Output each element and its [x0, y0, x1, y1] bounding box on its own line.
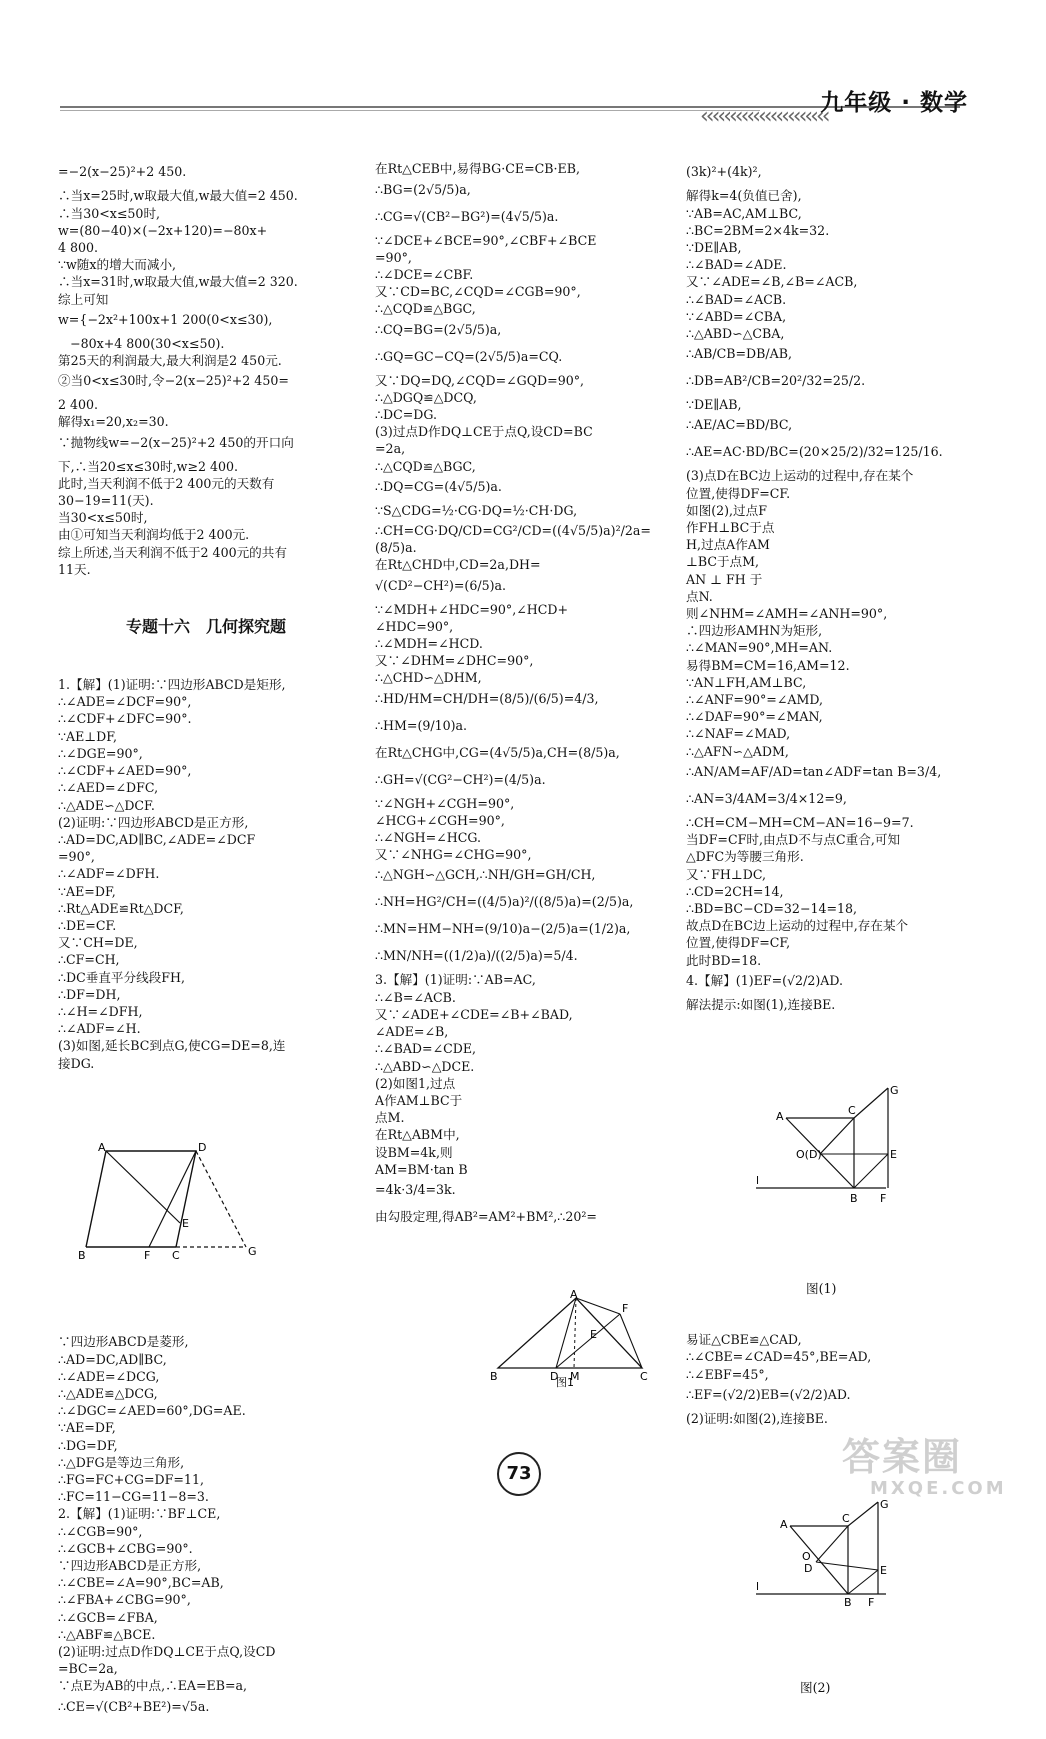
text-line: ∵四边形ABCD是正方形,: [58, 1558, 202, 1574]
svg-text:B: B: [490, 1370, 498, 1383]
text-line: A作AM⊥BC于: [375, 1092, 463, 1108]
text-line: ∵∠MDH+∠HDC=90°,∠HCD+: [375, 601, 569, 617]
text-line: ∴∠BAD=∠ADE.: [686, 257, 787, 273]
svg-text:F: F: [144, 1248, 151, 1262]
text-line: 设BM=4k,则: [375, 1144, 453, 1160]
text-line: ∴AE/AC=BD/BC,: [686, 417, 793, 433]
svg-text:F: F: [868, 1595, 875, 1609]
svg-text:A: A: [780, 1517, 788, 1531]
text-line: (2)如图1,过点: [375, 1075, 456, 1091]
text-line: ∴DG=DF,: [58, 1437, 118, 1453]
text-line: 2 400.: [58, 397, 99, 413]
text-line: 由①可知当天利润均低于2 400元.: [58, 527, 250, 543]
text-line: 在Rt△CEB中,易得BG·CE=CB·EB,: [375, 161, 580, 177]
text-line: √(CD²−CH²)=(6/5)a.: [375, 577, 507, 593]
text-line: (2)证明:∵四边形ABCD是正方形,: [58, 814, 249, 830]
page-header: [0, 0, 1046, 130]
svg-text:E: E: [590, 1328, 597, 1341]
text-line: ∴CF=CH,: [58, 952, 120, 968]
text-block-c2a: [375, 160, 665, 1232]
text-line: ∵四边形ABCD是菱形,: [58, 1334, 189, 1350]
text-line: ∴AE=AC·BD/BC=(20×25/2)/32=125/16.: [686, 444, 943, 460]
text-line: ∴∠CBE=∠CAD=45°,BE=AD,: [686, 1349, 872, 1365]
column-1: [58, 126, 354, 1739]
text-line: 接DG.: [58, 1055, 95, 1071]
text-line: ∴△ADE∽△DCF.: [58, 797, 155, 813]
text-line: ∴∠CDF+∠DFC=90°.: [58, 711, 192, 727]
svg-text:C: C: [640, 1370, 648, 1383]
text-line: 作FH⊥BC于点: [686, 520, 775, 536]
text-line: ∵抛物线w=−2(x−25)²+2 450的开口向: [58, 434, 294, 450]
text-line: 点M.: [375, 1110, 405, 1126]
text-line: 又∵∠ADE+∠CDE=∠B+∠BAD,: [375, 1006, 573, 1022]
text-line: ∴∠AED=∠DFC,: [58, 780, 159, 796]
text-line: ∴MN/NH=((1/2)a)/((2/5)a)=5/4.: [375, 948, 578, 964]
text-line: 当DF=CF时,由点D不与点C重合,可知: [686, 832, 901, 848]
text-line: ∵∠NGH+∠CGH=90°,: [375, 795, 515, 811]
text-line: ∴EF=(√2/2)EB=(√2/2)AD.: [686, 1386, 851, 1402]
text-line: ∴∠ANF=90°=∠AMD,: [686, 692, 824, 708]
text-line: ∴AN/AM=AF/AD=tan∠ADF=tan B=3/4,: [686, 763, 942, 779]
svg-text:C: C: [848, 1103, 856, 1117]
text-line: ∴∠CGB=90°,: [58, 1523, 143, 1539]
svg-text:G: G: [880, 1497, 889, 1511]
svg-text:A: A: [570, 1288, 578, 1301]
text-line: ∵DE∥AB,: [686, 397, 742, 413]
svg-text:l: l: [756, 1173, 760, 1187]
text-line: ∴CH=CG·DQ/CD=CG²/CD=((4√5/5)a)²/2a=(8/5)a.: [375, 523, 651, 556]
text-line: ∴△CQD≌△BGC,: [375, 458, 476, 474]
text-line: ∴CD=2CH=14,: [686, 883, 784, 899]
text-line: =2a,: [375, 441, 406, 457]
svg-text:E: E: [890, 1147, 897, 1161]
text-line: 4 800.: [58, 240, 99, 256]
text-line: ∴△AFN∽△ADM,: [686, 743, 789, 759]
svg-text:B: B: [78, 1248, 86, 1262]
text-line: ∴NH=HG²/CH=((4/5)a)²/((8/5)a)=(2/5)a,: [375, 894, 634, 910]
text-line: ∵S△CDG=½·CG·DQ=½·CH·DG,: [375, 502, 578, 518]
text-line: ∴GH=√(CG²−CH²)=(4/5)a.: [375, 771, 546, 787]
text-line: ∴AD=DC,AD∥BC,∠ADE=∠DCF: [58, 831, 256, 847]
svg-text:E: E: [182, 1216, 189, 1230]
text-line: (2)证明:如图(2),连接BE.: [686, 1410, 828, 1426]
text-line: 综上可知: [58, 291, 109, 307]
text-line: AM=BM·tan B: [375, 1161, 468, 1177]
text-line: ∵AB=AC,AM⊥BC,: [686, 205, 802, 221]
text-line: ∵w随x的增大而减小,: [58, 257, 177, 273]
text-line: ∴GQ=GC−CQ=(2√5/5)a=CQ.: [375, 348, 563, 364]
svg-text:F: F: [622, 1302, 629, 1315]
text-line: ∴DC=DG.: [375, 407, 438, 423]
text-line: ∴∠GCB+∠CBG=90°.: [58, 1540, 193, 1556]
text-line: ∴△ABF≌△BCE.: [58, 1626, 156, 1642]
text-line: 4.【解】(1)EF=(√2/2)AD.: [686, 972, 843, 988]
text-line: ∵AE=DF,: [58, 1420, 116, 1436]
text-line: ∴∠BAD=∠ACB.: [686, 291, 787, 307]
text-line: =4k·3/4=3k.: [375, 1181, 456, 1197]
page-number: 73: [497, 1452, 541, 1496]
text-line: 解得k=4(负值已舍),: [686, 188, 802, 204]
text-line: ∴∠CBE=∠A=90°,BC=AB,: [58, 1575, 224, 1591]
text-line: ∴BG=(2√5/5)a,: [375, 181, 471, 197]
text-line: 解得x₁=20,x₂=30.: [58, 414, 169, 430]
text-line: =90°,: [58, 849, 95, 865]
text-line: ∴AN=3/4AM=3/4×12=9,: [686, 790, 847, 806]
text-line: 在Rt△ABM中,: [375, 1127, 460, 1143]
text-line: ∠HDC=90°,: [375, 618, 454, 634]
text-line: AN ⊥ FH 于: [686, 571, 763, 587]
text-line: ∵AE=DF,: [58, 883, 116, 899]
chevron-decoration-icon: ‹‹‹‹‹‹‹‹‹‹‹‹‹‹‹‹‹‹‹‹‹‹: [700, 104, 828, 129]
text-line: 此时,当天利润不低于2 400元的天数有: [58, 475, 275, 491]
figure-4-1: [756, 1049, 976, 1243]
text-line: ∴DC垂直平分线段FH,: [58, 969, 186, 985]
text-line: ∴AD=DC,AD∥BC,: [58, 1351, 167, 1367]
text-line: =90°,: [375, 249, 412, 265]
svg-text:G: G: [248, 1244, 257, 1258]
text-line: ∴DE=CF.: [58, 917, 117, 933]
text-line: 故点D在BC边上运动的过程中,存在某个: [686, 918, 909, 934]
text-line: ∴AB/CB=DB/AB,: [686, 346, 792, 362]
text-line: ∴DB=AB²/CB=20²/32=25/2.: [686, 373, 866, 389]
text-line: ∵点E为AB的中点,∴EA=EB=a,: [58, 1678, 248, 1694]
text-line: ∴∠GCB=∠FBA,: [58, 1609, 158, 1625]
svg-text:F: F: [880, 1191, 887, 1205]
text-line: ∴∠MAN=90°,MH=AN.: [686, 640, 833, 656]
text-line: (3)过点D作DQ⊥CE于点Q,设CD=BC: [375, 424, 593, 440]
watermark-url: MXQE.COM: [870, 1478, 1007, 1499]
figure-1-triangle: [490, 1288, 650, 1389]
text-line: 2.【解】(1)证明:∵BF⊥CE,: [58, 1506, 221, 1522]
text-line: 如图(2),过点F: [686, 502, 767, 518]
text-line: ②当0<x≤30时,令−2(x−25)²+2 450=: [58, 373, 289, 389]
text-line: 下,∴当20≤x≤30时,w≥2 400.: [58, 458, 239, 474]
text-line: ∵AE⊥DF,: [58, 728, 118, 744]
text-block-c1c: [58, 1333, 354, 1721]
text-line: ∴∠FBA+∠CBG=90°,: [58, 1592, 191, 1608]
text-block-c1b: [58, 676, 354, 1072]
text-line: −80x+4 800(30<x≤50).: [58, 335, 225, 351]
text-line: 又∵FH⊥DC,: [686, 866, 767, 882]
text-line: ∴△ADE≌△DCG,: [58, 1385, 158, 1401]
svg-text:G: G: [890, 1083, 899, 1097]
text-line: ∴当x=25时,w取最大值,w最大值=2 450.: [58, 188, 298, 204]
figure-4-1-label: 图(1): [806, 1280, 837, 1296]
text-line: ∴∠DGC=∠AED=60°,DG=AE.: [58, 1403, 246, 1419]
text-line: (3k)²+(4k)²,: [686, 164, 762, 180]
text-line: ∠ADE=∠B,: [375, 1024, 449, 1040]
text-line: ∵∠DCE+∠BCE=90°,∠CBF+∠BCE: [375, 232, 597, 248]
text-line: ∵DE∥AB,: [686, 240, 742, 256]
text-line: ∠HCG+∠CGH=90°,: [375, 812, 505, 828]
svg-text:E: E: [880, 1563, 887, 1577]
svg-text:O(D): O(D): [796, 1147, 822, 1161]
text-line: ∴∠ADF=∠H.: [58, 1021, 141, 1037]
text-line: ∴∠ADF=∠DFH.: [58, 866, 160, 882]
text-line: 又∵CD=BC,∠CQD=∠CGB=90°,: [375, 284, 581, 300]
text-line: 在Rt△CHD中,CD=2a,DH=: [375, 557, 541, 573]
text-line: ∴四边形AMHN为矩形,: [686, 623, 823, 639]
svg-text:l: l: [756, 1579, 760, 1593]
text-line: ∴Rt△ADE≌Rt△DCF,: [58, 900, 184, 916]
text-line: 第25天的利润最大,最大利润是2 450元.: [58, 353, 282, 369]
text-line: ∴HM=(9/10)a.: [375, 717, 468, 733]
text-line: 由勾股定理,得AB²=AM²+BM²,∴20²=: [375, 1208, 597, 1224]
text-line: ∴∠ADE=∠DCF=90°,: [58, 694, 192, 710]
text-line: ∵∠ABD=∠CBA,: [686, 308, 787, 324]
text-line: ∴∠ADE=∠DCG,: [58, 1368, 160, 1384]
text-line: ∴CE=√(CB²+BE²)=√5a.: [58, 1698, 210, 1714]
watermark-logo: 答案圈: [842, 1435, 963, 1479]
svg-text:M: M: [570, 1370, 580, 1383]
figure-rhombus: [58, 1108, 354, 1297]
text-line: ∴∠H=∠DFH,: [58, 1003, 143, 1019]
text-line: 点N.: [686, 588, 713, 604]
text-line: 3.【解】(1)证明:∵AB=AC,: [375, 972, 536, 988]
text-line: ⊥BC于点M,: [686, 554, 760, 570]
text-line: ∴HD/HM=CH/DH=(8/5)/(6/5)=4/3,: [375, 690, 599, 706]
figure-1-label: 图1: [556, 1376, 574, 1389]
text-line: ∴△ABD∽△CBA,: [686, 326, 785, 342]
text-line: 易得BM=CM=16,AM=12.: [686, 657, 850, 673]
text-line: 位置,使得DF=CF.: [686, 485, 791, 501]
text-line: w=(80−40)×(−2x+120)=−80x+: [58, 222, 268, 238]
text-line: w={−2x²+100x+1 200(0<x≤30),: [58, 311, 273, 327]
svg-text:D: D: [550, 1370, 559, 1383]
text-line: ∴DF=DH,: [58, 986, 121, 1002]
text-line: 易证△CBE≌△CAD,: [686, 1332, 802, 1348]
text-line: ∵AN⊥FH,AM⊥BC,: [686, 674, 807, 690]
svg-text:O: O: [802, 1549, 811, 1563]
text-line: (3)如图,延长BC到点G,使CG=DE=8,连: [58, 1038, 286, 1054]
text-line: △DFC为等腰三角形.: [686, 849, 804, 865]
text-line: ∴△ABD∽△DCE.: [375, 1058, 475, 1074]
text-line: (3)点D在BC边上运动的过程中,存在某个: [686, 468, 914, 484]
text-line: ∴BC=2BM=2×4k=32.: [686, 222, 830, 238]
svg-text:C: C: [842, 1511, 850, 1525]
text-line: ∴∠NAF=∠MAD,: [686, 726, 791, 742]
text-line: 又∵DQ=DQ,∠CQD=∠GQD=90°,: [375, 372, 585, 388]
text-line: ∴∠EBF=45°,: [686, 1366, 769, 1382]
svg-text:D: D: [198, 1140, 207, 1154]
text-line: 此时BD=18.: [686, 952, 762, 968]
text-line: H,过点A作AM: [686, 537, 770, 553]
text-line: 又∵CH=DE,: [58, 935, 138, 951]
text-line: ∴∠DCE=∠CBF.: [375, 267, 474, 283]
text-line: ∴△DFG是等边三角形,: [58, 1454, 185, 1470]
text-block-c1a: [58, 160, 354, 578]
text-line: ∴FG=FC+CG=DF=11,: [58, 1472, 204, 1487]
text-line: 则∠NHM=∠AMH=∠ANH=90°,: [686, 606, 888, 622]
svg-text:B: B: [844, 1595, 852, 1609]
text-line: ∴∠B=∠ACB.: [375, 989, 456, 1005]
text-line: ∴CQ=BG=(2√5/5)a,: [375, 321, 502, 337]
text-line: ∴DQ=CG=(4√5/5)a.: [375, 478, 502, 494]
text-line: ∴△NGH∽△GCH,∴NH/GH=GH/CH,: [375, 867, 596, 883]
svg-text:D: D: [804, 1561, 813, 1575]
text-line: ∴∠DGE=90°,: [58, 745, 143, 761]
text-line: ∴△DGQ≌△DCQ,: [375, 389, 477, 405]
text-line: 当30<x≤50时,: [58, 510, 148, 526]
header-rule-thin: [60, 110, 760, 111]
text-line: 综上所述,当天利润不低于2 400元的共有: [58, 544, 287, 560]
text-line: ∴∠BAD=∠CDE,: [375, 1041, 477, 1057]
text-line: 又∵∠DHM=∠DHC=90°,: [375, 653, 534, 669]
column-2: [375, 126, 665, 1249]
text-line: ∴∠CDF+∠AED=90°,: [58, 763, 192, 779]
text-line: 又∵∠NHG=∠CHG=90°,: [375, 847, 532, 863]
figure-4-2-label: 图(2): [800, 1679, 831, 1695]
text-line: 30−19=11(天).: [58, 493, 154, 509]
text-line: ∴CG=√(CB²−BG²)=(4√5/5)a.: [375, 208, 559, 224]
text-line: 1.【解】(1)证明:∵四边形ABCD是矩形,: [58, 677, 286, 693]
text-line: ∴FC=11−CG=11−8=3.: [58, 1489, 209, 1505]
svg-text:A: A: [776, 1109, 784, 1123]
section-title: 专题十六 几何探究题: [125, 617, 286, 637]
text-line: 在Rt△CHG中,CG=(4√5/5)a,CH=(8/5)a,: [375, 744, 620, 760]
text-line: ∴△CHD∽△DHM,: [375, 670, 482, 686]
text-line: ∴∠NGH=∠HCG.: [375, 830, 481, 846]
text-line: ∴BD=BC−CD=32−14=18,: [686, 900, 858, 916]
text-line: ∴△CQD≌△BGC,: [375, 301, 476, 317]
text-block-c3b: [686, 1331, 976, 1427]
text-line: ∴当30<x≤50时,: [58, 205, 161, 221]
svg-text:C: C: [172, 1248, 180, 1262]
text-line: =BC=2a,: [58, 1661, 118, 1677]
text-line: 位置,使得DF=CF,: [686, 935, 791, 951]
svg-text:B: B: [850, 1191, 858, 1205]
text-line: ∴∠DAF=90°=∠MAN,: [686, 709, 823, 725]
page-title: 九年级 · 数学: [820, 90, 968, 116]
text-line: ∴当x=31时,w取最大值,w最大值=2 320.: [58, 274, 298, 290]
text-line: ∴CH=CM−MH=CM−AN=16−9=7.: [686, 814, 914, 830]
text-line: 解法提示:如图(1),连接BE.: [686, 996, 836, 1012]
text-line: (2)证明:过点D作DQ⊥CE于点Q,设CD: [58, 1644, 276, 1660]
svg-text:A: A: [98, 1140, 106, 1154]
text-line: ∴MN=HM−NH=(9/10)a−(2/5)a=(1/2)a,: [375, 921, 631, 937]
text-line: 11天.: [58, 561, 91, 577]
text-line: ∴∠MDH=∠HCD.: [375, 636, 483, 652]
text-line: 又∵∠ADE=∠B,∠B=∠ACB,: [686, 274, 858, 290]
text-line: =−2(x−25)²+2 450.: [58, 164, 187, 180]
text-block-c3a: [686, 160, 976, 1013]
